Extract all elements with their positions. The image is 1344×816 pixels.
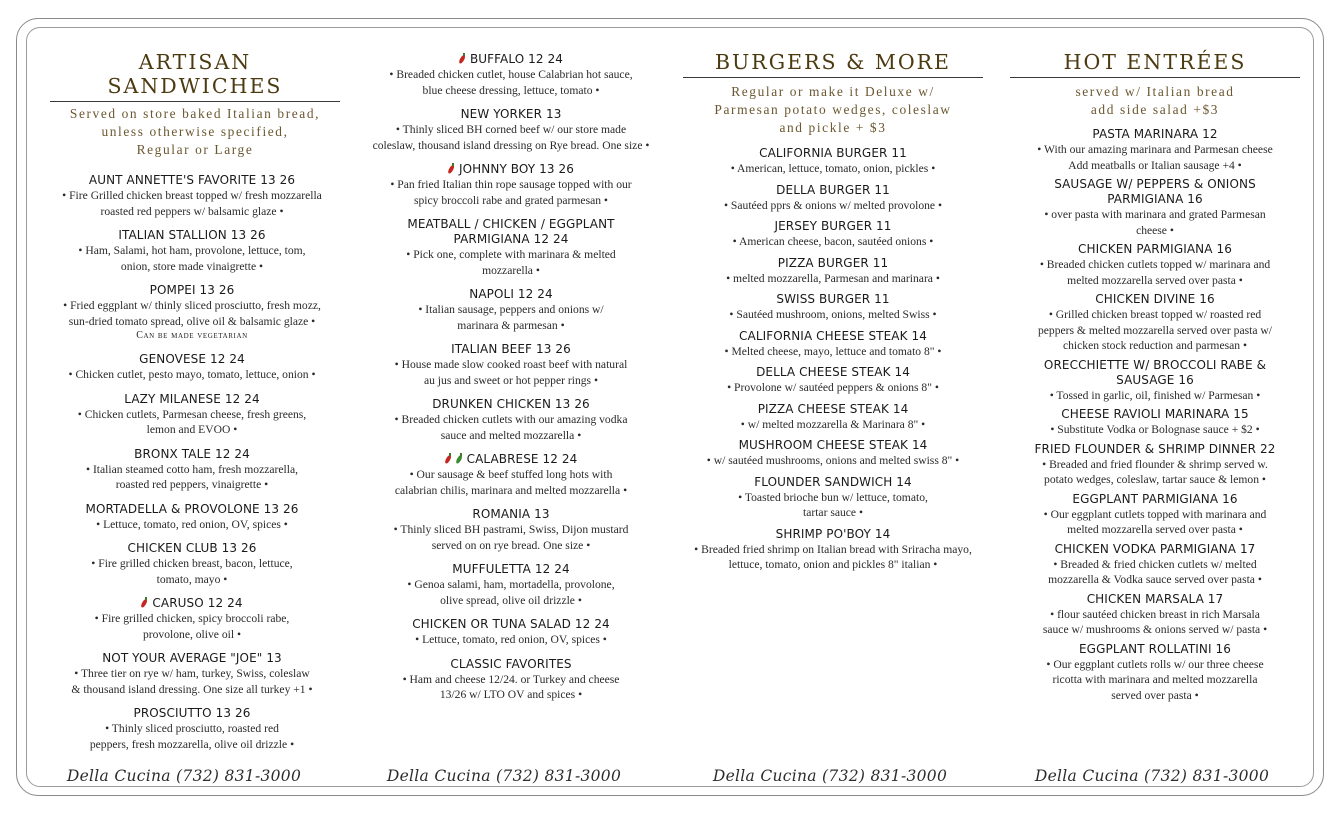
section-title: HOT ENTRÉES	[1063, 50, 1247, 74]
menu-item	[1010, 642, 1300, 704]
menu-items	[683, 146, 983, 573]
menu-item-name	[683, 329, 983, 344]
menu-item-description: potato wedges, coleslaw, tartar sauce & lemon •	[1044, 473, 1266, 486]
menu-item-title: SHRIMP PO'BOY 14	[775, 526, 891, 541]
menu-item-name	[356, 617, 666, 632]
menu-item-title: POMPEI 13 26	[149, 283, 235, 297]
menu-item-description: • Pan fried Italian thin rope sausage topped with our	[390, 178, 632, 191]
menu-item-name	[356, 162, 666, 177]
menu-item-title: BRONX TALE 12 24	[134, 446, 250, 461]
menu-item	[356, 52, 666, 98]
menu-item-title: MEATBALL / CHICKEN / EGGPLANT	[407, 217, 615, 231]
menu-item-title: MORTADELLA & PROVOLONE 13 26	[85, 501, 299, 516]
menu-item	[356, 397, 666, 443]
menu-item-description: coleslaw, thousand island dressing on Rye bread. One size •	[372, 138, 650, 152]
menu-item-description: • Our eggplant cutlets topped with marinara and	[1043, 507, 1267, 521]
menu-item	[683, 292, 983, 323]
menu-item-name	[356, 342, 666, 357]
menu-item	[1010, 358, 1300, 404]
menu-item-title-line2: PARMIGIANA 16	[1107, 192, 1203, 206]
menu-item	[683, 256, 983, 287]
menu-item-description: • Italian steamed cotto ham, fresh mozzarella,	[85, 462, 298, 476]
menu-item-name	[356, 107, 666, 122]
menu-item-note: Can be made vegetarian	[136, 330, 248, 341]
menu-item-description: olive spread, olive oil drizzle •	[440, 593, 582, 607]
menu-item-description: peppers & melted mozzarella served over pasta w/	[1037, 323, 1273, 337]
menu-item-name	[1010, 177, 1300, 192]
menu-item-name	[1010, 292, 1300, 307]
phone-number: Della Cucina (732) 831-3000	[712, 767, 948, 785]
menu-item-title: ORECCHIETTE W/ BROCCOLI RABE &	[1043, 357, 1267, 372]
menu-item-description: • With our amazing marinara and Parmesan cheese	[1037, 143, 1273, 156]
menu-item-name	[40, 392, 344, 407]
menu-item-title: CALABRESE 12 24	[466, 452, 578, 466]
subtitle-line: and pickle + $3	[779, 120, 887, 135]
menu-item-title: NOT YOUR AVERAGE "JOE" 13	[102, 651, 282, 665]
chili-pepper-icon	[448, 163, 456, 174]
menu-item-name	[356, 452, 666, 467]
menu-item-name	[356, 562, 666, 577]
section-title: ARTISAN SANDWICHES	[107, 50, 283, 98]
menu-item-name	[356, 217, 666, 232]
menu-item	[1010, 242, 1300, 288]
menu-item-description: • Sautéed mushroom, onions, melted Swiss •	[729, 308, 937, 321]
menu-item	[683, 146, 983, 177]
menu-item-title: ITALIAN BEEF 13 26	[451, 342, 571, 356]
subtitle-line: Regular or Large	[136, 142, 254, 157]
menu-item-name	[40, 706, 344, 721]
menu-item-name	[1010, 642, 1300, 657]
menu-item-title: FRIED FLOUNDER & SHRIMP DINNER 22	[1034, 441, 1276, 456]
menu-item-title: LAZY MILANESE 12 24	[124, 391, 260, 406]
menu-item-name	[356, 287, 666, 302]
menu-item-description: • Chicken cutlets, Parmesan cheese, fresh greens,	[77, 407, 307, 421]
menu-item-description: • House made slow cooked roast beef with natural	[394, 358, 628, 371]
menu-item-name	[683, 475, 983, 490]
menu-item-title: SWISS BURGER 11	[776, 292, 890, 306]
subtitle-line: Regular or make it Deluxe w/	[731, 84, 935, 99]
menu-item-title: DELLA BURGER 11	[776, 182, 890, 197]
menu-item-description: • Lettuce, tomato, red onion, OV, spices •	[415, 633, 607, 646]
menu-item	[356, 617, 666, 648]
section-divider	[50, 101, 340, 102]
menu-item-title: CHICKEN MARSALA 17	[1086, 591, 1224, 606]
menu-item-name	[683, 183, 983, 198]
menu-item-title: JOHNNY BOY 13 26	[458, 162, 574, 176]
menu-item	[40, 706, 344, 752]
menu-item-title: ITALIAN STALLION 13 26	[118, 228, 266, 242]
subtitle-line: served w/ Italian bread	[1075, 84, 1235, 99]
section-subtitle	[683, 83, 983, 137]
menu-item	[40, 173, 344, 219]
menu-item-title: CALIFORNIA CHEESE STEAK 14	[739, 328, 927, 343]
menu-item-description: tomato, mayo •	[156, 572, 228, 586]
menu-item-title: PIZZA CHEESE STEAK 14	[757, 401, 909, 416]
menu-item-name	[1010, 127, 1300, 142]
chili-pepper-icon	[459, 53, 467, 64]
menu-item-description: & thousand island dressing. One size all turkey +1 •	[71, 682, 313, 696]
column-artisan-sandwiches	[40, 50, 344, 761]
menu-item-name	[683, 527, 983, 542]
menu-item-title: JERSEY BURGER 11	[774, 219, 892, 233]
menu-item-name	[683, 219, 983, 234]
menu-item-title-line2: SAUSAGE 16	[1116, 372, 1194, 387]
menu-item-description: • Italian sausage, peppers and onions w/	[418, 303, 604, 316]
menu-item-description: ricotta with marinara and melted mozzarella	[1052, 673, 1258, 686]
menu-item-title-line2: PARMIGIANA 12 24	[453, 232, 569, 246]
menu-item-description: • Three tier on rye w/ ham, turkey, Swiss, coleslaw	[74, 667, 310, 680]
menu-item-title: CHICKEN OR TUNA SALAD 12 24	[412, 617, 610, 631]
menu-item	[40, 392, 344, 438]
menu-item-description: • Fried eggplant w/ thinly sliced prosciutto, fresh mozz,	[63, 299, 321, 312]
menu-item-description: 13/26 w/ LTO OV and spices •	[439, 688, 583, 701]
chili-pepper-icon	[141, 597, 149, 608]
menu-item-title: CARUSO 12 24	[152, 596, 243, 610]
menu-item-name	[1010, 492, 1300, 507]
menu-item-description: • Breaded chicken cutlet, house Calabrian hot sauce,	[389, 68, 633, 81]
menu-item-description: • Fire Grilled chicken breast topped w/ fresh mozzarella	[62, 189, 322, 202]
menu-item-description: au jus and sweet or hot pepper rings •	[423, 373, 599, 387]
menu-item-description: lemon and EVOO •	[146, 423, 238, 436]
menu-item-name	[40, 352, 344, 367]
menu-item-description: lettuce, tomato, onion and pickles 8" italian •	[728, 558, 938, 571]
menu-item	[1010, 542, 1300, 588]
menu-item-name	[683, 292, 983, 307]
menu-item-description: spicy broccoli rabe and grated parmesan •	[414, 193, 608, 207]
menu-item-name	[356, 507, 666, 522]
menu-item-title: EGGPLANT ROLLATINI 16	[1079, 641, 1231, 656]
menu-item-description: • Genoa salami, ham, mortadella, provolone,	[407, 578, 615, 591]
menu-item-description: • w/ melted mozzarella & Marinara 8" •	[740, 417, 926, 431]
menu-item-description: • over pasta with marinara and grated Parmesan	[1044, 208, 1266, 221]
column-sandwiches-continued	[356, 52, 666, 712]
menu-item-description: • Ham and cheese 12/24. or Turkey and cheese	[402, 672, 620, 686]
menu-item-title: CHEESE RAVIOLI MARINARA 15	[1061, 407, 1249, 421]
menu-item-description: • Substitute Vodka or Bolognase sauce + $2 •	[1050, 423, 1260, 436]
menu-item	[1010, 177, 1300, 238]
menu-item-description: onion, store made vinaigrette •	[120, 259, 264, 273]
menu-item-title: CHICKEN CLUB 13 26	[127, 541, 257, 555]
menu-item-name	[40, 502, 344, 517]
menu-item-name	[40, 541, 344, 556]
menu-item-name	[1010, 542, 1300, 557]
menu-item	[356, 107, 666, 153]
phone-number: Della Cucina (732) 831-3000	[1034, 767, 1270, 785]
menu-item-name	[1010, 442, 1300, 457]
section-subtitle	[1010, 83, 1300, 119]
section-divider	[683, 77, 983, 78]
menu-item-name	[40, 447, 344, 462]
menu-item-description: • Provolone w/ sautéed peppers & onions 8" •	[727, 381, 939, 394]
menu-item	[356, 162, 666, 208]
menu-item	[683, 402, 983, 433]
menu-item-title: CHICKEN DIVINE 16	[1095, 292, 1215, 306]
menu-item-description: • Our sausage & beef stuffed long hots with	[409, 468, 613, 481]
section-divider	[1010, 77, 1300, 78]
menu-item-description: • Grilled chicken breast topped w/ roasted red	[1048, 308, 1262, 321]
menu-item-title: MUSHROOM CHEESE STEAK 14	[738, 438, 928, 452]
menu-item-description: served over pasta •	[1111, 688, 1199, 702]
menu-item-description: • Breaded and fried flounder & shrimp served w.	[1042, 457, 1268, 471]
menu-item-name	[683, 146, 983, 161]
menu-item-description: peppers, fresh mozzarella, olive oil drizzle •	[89, 737, 295, 751]
menu-item-description: chicken stock reduction and parmesan •	[1062, 339, 1248, 352]
menu-item-description: Add meatballs or Italian sausage +4 •	[1068, 158, 1242, 172]
menu-item	[356, 342, 666, 388]
menu-item	[40, 651, 344, 697]
menu-item-description: marinara & parmesan •	[457, 318, 565, 332]
menu-item-description: melted mozzarella served over pasta •	[1067, 273, 1243, 287]
menu-item-description: • Fire grilled chicken breast, bacon, lettuce,	[91, 557, 293, 570]
menu-item-description: • Fire grilled chicken, spicy broccoli rabe,	[94, 612, 290, 625]
menu-item	[40, 228, 344, 274]
menu-item-title: DELLA CHEESE STEAK 14	[756, 365, 910, 379]
menu-item	[40, 502, 344, 533]
menu-item-name	[1010, 358, 1300, 373]
menu-item-name	[683, 365, 983, 380]
menu-item-title: CHICKEN VODKA PARMIGIANA 17	[1054, 541, 1256, 556]
menu-item-description: roasted red peppers w/ balsamic glaze •	[100, 204, 284, 218]
column-burgers-and-more	[683, 50, 983, 579]
section-title: BURGERS & MORE	[714, 50, 952, 74]
menu-item	[40, 596, 344, 642]
menu-item-description: • Tossed in garlic, oil, finished w/ Parmesan •	[1049, 388, 1261, 402]
menu-item-description: sun-dried tomato spread, olive oil & balsamic glaze •	[68, 314, 316, 328]
subtitle-line: Parmesan potato wedges, coleslaw	[714, 102, 952, 117]
menu-item-description: • American, lettuce, tomato, onion, pickles •	[730, 162, 936, 175]
menu-item-description: cheese •	[1136, 223, 1174, 237]
menu-item-name	[356, 657, 666, 672]
menu-item	[1010, 592, 1300, 638]
menu-item-description: • Breaded chicken cutlets with our amazing vodka	[394, 413, 628, 426]
menu-item	[683, 329, 983, 360]
column-hot-entrees	[1010, 50, 1300, 707]
menu-item-description: • Lettuce, tomato, red onion, OV, spices •	[96, 517, 288, 531]
menu-item-title: AUNT ANNETTE'S FAVORITE 13 26	[88, 173, 296, 187]
menu-item-name	[40, 596, 344, 611]
menu-item	[356, 217, 666, 278]
menu-item-title: PROSCIUTTO 13 26	[133, 706, 251, 720]
menu-item-name	[683, 256, 983, 271]
menu-item-title: BUFFALO 12 24	[469, 52, 564, 66]
menu-item-description: sauce and melted mozzarella •	[440, 428, 582, 442]
menu-item-description: mozzarella & Vodka sauce served over pasta •	[1048, 573, 1262, 586]
menu-item-description: • Sautéed pprs & onions w/ melted provolone •	[723, 198, 943, 212]
menu-item-description: • w/ sautéed mushrooms, onions and melted swiss 8" •	[706, 454, 960, 467]
menu-item-name	[356, 52, 666, 67]
menu-item-description: • Thinly sliced BH pastrami, Swiss, Dijon mustard	[393, 523, 629, 536]
menu-item	[683, 183, 983, 214]
menu-item-title: DRUNKEN CHICKEN 13 26	[432, 397, 590, 411]
menu-item-description: • Pick one, complete with marinara & melted	[406, 248, 616, 261]
menu-item-name	[683, 402, 983, 417]
menu-item-name	[1010, 592, 1300, 607]
menu-item	[40, 283, 344, 343]
menu-item-description: • melted mozzarella, Parmesan and marinara •	[726, 271, 940, 285]
menu-item-description: provolone, olive oil •	[142, 627, 242, 641]
menu-item-title: EGGPLANT PARMIGIANA 16	[1072, 491, 1238, 506]
menu-item	[356, 657, 666, 703]
menu-items	[1010, 127, 1300, 703]
menu-item-title: CLASSIC FAVORITES	[450, 656, 572, 671]
menu-items	[356, 52, 666, 703]
menu-item-title: PIZZA BURGER 11	[777, 255, 889, 270]
menu-item-title: MUFFULETTA 12 24	[452, 562, 570, 576]
menu-item-title: PASTA MARINARA 12	[1092, 127, 1218, 141]
menu-item-description: • Breaded fried shrimp on Italian bread with Sriracha mayo,	[694, 542, 972, 556]
menu-item-description: tartar sauce •	[802, 506, 864, 519]
menu-item-description: sauce w/ mushrooms & onions served w/ pasta •	[1042, 623, 1268, 636]
menu-item	[40, 541, 344, 587]
menu-items	[40, 173, 344, 752]
subtitle-line: unless otherwise specified,	[101, 124, 289, 139]
menu-item-name	[40, 283, 344, 298]
chili-pepper-icon	[445, 453, 453, 464]
menu-item-description: • Thinly sliced prosciutto, roasted red	[105, 722, 279, 735]
menu-item-description: • American cheese, bacon, sautéed onions •	[732, 235, 934, 248]
menu-item	[1010, 492, 1300, 538]
menu-item	[356, 287, 666, 333]
menu-item	[1010, 407, 1300, 438]
menu-item-title: CHICKEN PARMIGIANA 16	[1078, 242, 1232, 256]
menu-item	[40, 447, 344, 493]
menu-item-description: calabrian chilis, marinara and melted mozzarella •	[394, 483, 628, 497]
menu-item	[356, 507, 666, 553]
menu-item	[1010, 127, 1300, 173]
menu-item-description: served on on rye bread. One size •	[431, 538, 591, 552]
menu-item-name	[1010, 407, 1300, 422]
menu-item-title: GENOVESE 12 24	[139, 352, 245, 366]
menu-item	[1010, 442, 1300, 488]
menu-item-name	[40, 228, 344, 243]
menu-item-title: ROMANIA 13	[472, 507, 550, 521]
menu-item	[40, 352, 344, 383]
menu-item-description: roasted red peppers, vinaigrette •	[115, 478, 269, 491]
green-chili-pepper-icon	[456, 453, 464, 464]
menu-item-description: • Melted cheese, mayo, lettuce and tomato 8" •	[724, 344, 942, 358]
menu-item-description: • Thinly sliced BH corned beef w/ our store made	[395, 123, 627, 136]
menu-item-description: • Chicken cutlet, pesto mayo, tomato, lettuce, onion •	[68, 368, 316, 381]
menu-item	[683, 219, 983, 250]
menu-item-description: • Our eggplant cutlets rolls w/ our three cheese	[1046, 657, 1264, 671]
phone-number: Della Cucina (732) 831-3000	[66, 767, 302, 785]
menu-item-description: • Ham, Salami, hot ham, provolone, lettuce, tom,	[78, 244, 306, 257]
menu-item	[683, 475, 983, 521]
menu-item	[683, 365, 983, 396]
menu-item-name	[1010, 242, 1300, 257]
menu-item-title: FLOUNDER SANDWICH 14	[754, 474, 912, 489]
menu-item-description: blue cheese dressing, lettuce, tomato •	[422, 83, 600, 97]
menu-item	[683, 438, 983, 469]
menu-item-description: melted mozzarella served over pasta •	[1067, 523, 1243, 536]
menu-item	[1010, 292, 1300, 354]
menu-item-title: CALIFORNIA BURGER 11	[759, 146, 907, 160]
menu-item-name	[40, 173, 344, 188]
menu-item-description: • Breaded & fried chicken cutlets w/ melted	[1053, 557, 1257, 571]
menu-item	[356, 562, 666, 608]
menu-item-description: mozzarella •	[482, 263, 540, 277]
menu-item-name	[683, 438, 983, 453]
menu-item-title: NAPOLI 12 24	[469, 287, 553, 301]
menu-item	[356, 452, 666, 498]
subtitle-line: add side salad +$3	[1090, 102, 1220, 117]
menu-item-name	[356, 397, 666, 412]
phone-number: Della Cucina (732) 831-3000	[386, 767, 622, 785]
subtitle-line: Served on store baked Italian bread,	[69, 106, 321, 121]
menu-item-description: • flour sautéed chicken breast in rich Marsala	[1050, 607, 1260, 621]
menu-item	[683, 527, 983, 573]
menu-item-description: • Breaded chicken cutlets topped w/ marinara and	[1039, 258, 1271, 271]
menu-item-name	[40, 651, 344, 666]
menu-item-description: • Toasted brioche bun w/ lettuce, tomato,	[738, 490, 928, 504]
menu-item-title: SAUSAGE W/ PEPPERS & ONIONS	[1054, 177, 1256, 191]
menu-item-title: NEW YORKER 13	[460, 107, 562, 121]
section-subtitle	[50, 105, 340, 159]
